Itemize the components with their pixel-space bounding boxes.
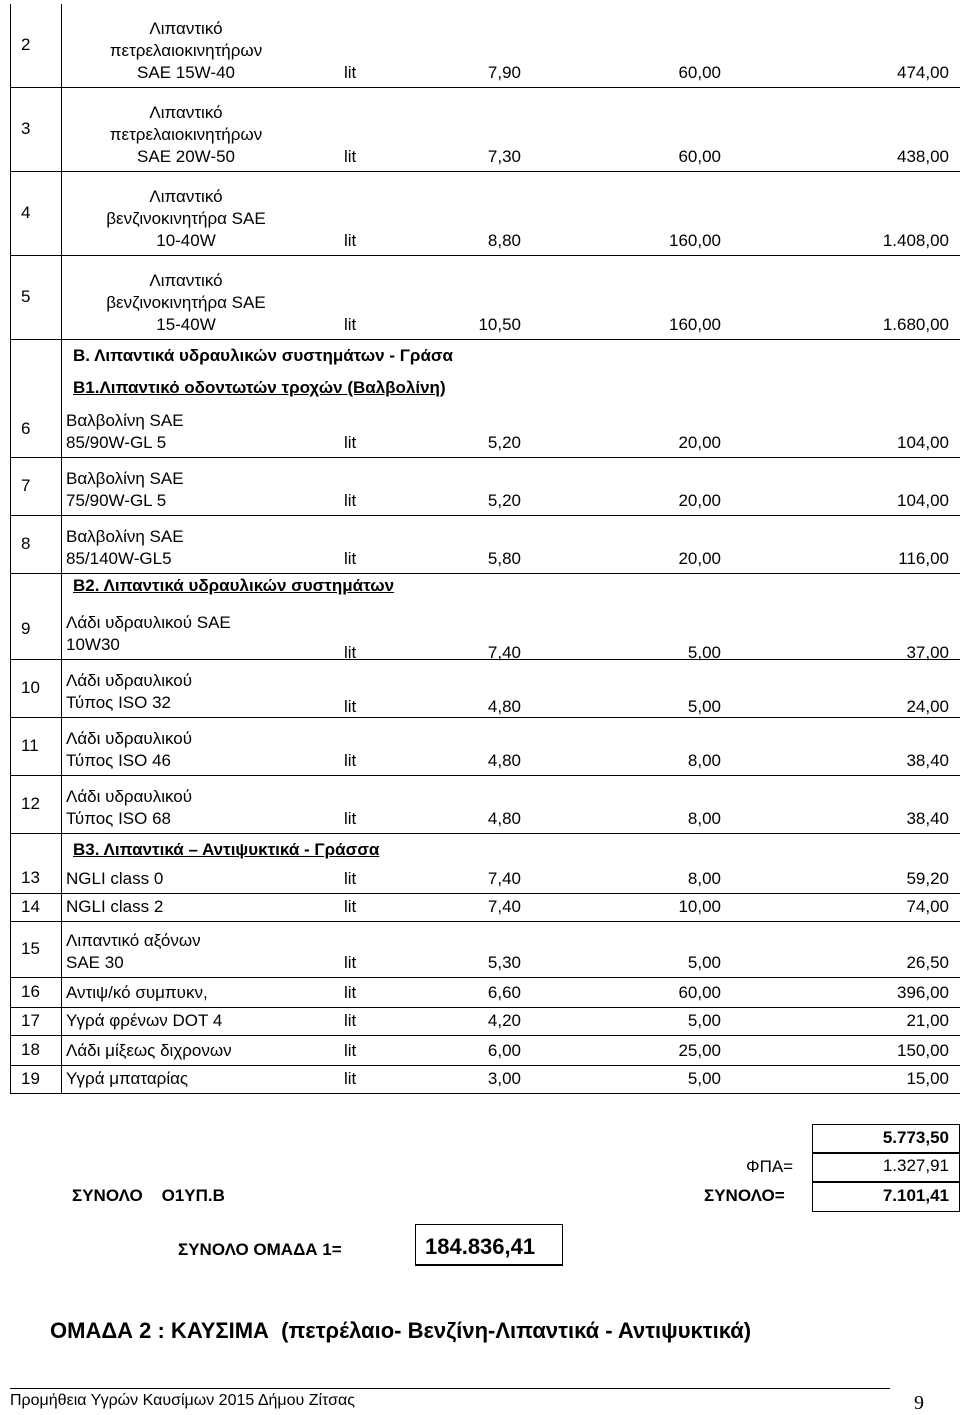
section-heading-text: Β2. Λιπαντικά υδραυλικών συστημάτων	[73, 576, 395, 595]
item-price: 160,00	[669, 315, 721, 334]
section-heading-text: Β3. Λιπαντικά – Αντιψυκτικά - Γράσσα	[73, 840, 380, 859]
item-quantity: 7,30	[487, 147, 521, 166]
footer-rule	[10, 1388, 890, 1389]
item-quantity: 4,80	[487, 809, 521, 828]
total-label: ΣΥΝΟΛΟ=	[704, 1186, 785, 1205]
section-total-label: ΣΥΝΟΛΟ Ο1ΥΠ.Β	[72, 1186, 225, 1205]
item-unit: lit	[344, 315, 357, 334]
item-description-line: Τύπος ISO 32	[66, 693, 171, 712]
item-price: 10,00	[678, 897, 721, 916]
table-row	[11, 718, 960, 776]
item-number: 11	[21, 736, 39, 755]
item-number: 16	[21, 982, 40, 1001]
item-description-line: NGLI class 0	[66, 869, 164, 888]
item-unit: lit	[344, 697, 357, 716]
item-number: 13	[21, 868, 40, 887]
item-description-line: Τύπος ISO 68	[66, 809, 171, 828]
item-total: 74,00	[906, 897, 949, 916]
table-row	[11, 516, 960, 574]
table-row	[11, 256, 960, 340]
table-row	[11, 4, 960, 88]
item-total: 38,40	[906, 809, 949, 828]
item-number: 17	[21, 1011, 40, 1030]
item-description-line: Λιπαντικό	[149, 187, 223, 206]
item-description-line: Λάδι υδραυλικού	[66, 671, 193, 690]
item-description-line: πετρελαιοκινητήρων	[109, 125, 263, 144]
item-quantity: 6,00	[487, 1041, 521, 1060]
item-description-line: Λιπαντικό	[149, 19, 223, 38]
item-total: 15,00	[906, 1069, 949, 1088]
item-unit: lit	[344, 809, 357, 828]
section-heading	[11, 834, 960, 864]
section-heading-text: Β1.Λιπαντικό οδοντωτών τροχών (Βαλβολίνη)	[73, 378, 446, 397]
table-row	[11, 660, 960, 718]
item-price: 5,00	[687, 1011, 721, 1030]
item-description-line: Βαλβολίνη SAE	[66, 411, 184, 430]
item-description-line: Λιπαντικό αξόνων	[66, 931, 201, 950]
item-description-line: Λάδι υδραυλικού SAE	[66, 613, 231, 632]
item-quantity: 4,20	[487, 1011, 521, 1030]
item-total: 38,40	[906, 751, 949, 770]
item-quantity: 5,20	[487, 491, 521, 510]
item-unit: lit	[344, 63, 357, 82]
subtotal-box	[812, 1124, 960, 1154]
item-number: 2	[21, 35, 31, 54]
page-number: 9	[914, 1392, 924, 1414]
item-description-line: Λάδι υδραυλικού	[66, 787, 193, 806]
section-heading	[11, 574, 960, 600]
item-description-line: Βαλβολίνη SAE	[66, 527, 184, 546]
item-description-line: NGLI class 2	[66, 897, 164, 916]
item-unit: lit	[344, 1011, 357, 1030]
item-unit: lit	[344, 1041, 357, 1060]
item-quantity: 10,50	[478, 315, 521, 334]
item-quantity: 4,80	[487, 751, 521, 770]
table-row	[11, 922, 960, 978]
item-quantity: 7,40	[487, 643, 521, 662]
item-unit: lit	[344, 751, 357, 770]
item-description-line: βενζινοκινητήρα SAE	[106, 293, 266, 312]
item-total: 104,00	[897, 433, 949, 452]
item-unit: lit	[344, 983, 357, 1002]
vat-value: 1.327,91	[812, 1152, 960, 1182]
item-number: 9	[21, 619, 31, 638]
item-price: 60,00	[678, 63, 721, 82]
item-quantity: 7,40	[487, 897, 521, 916]
item-total: 474,00	[897, 63, 949, 82]
item-unit: lit	[344, 643, 357, 662]
item-price: 5,00	[687, 1069, 721, 1088]
item-price: 5,00	[687, 643, 721, 662]
item-unit: lit	[344, 231, 357, 250]
item-description-line: 10-40W	[156, 231, 216, 250]
item-quantity: 7,90	[487, 63, 521, 82]
item-price: 5,00	[687, 697, 721, 716]
item-quantity: 5,30	[487, 953, 521, 972]
table-row	[11, 88, 960, 172]
group2-title: ΟΜΑΔΑ 2 : ΚΑΥΣΙΜΑ (πετρέλαιο- Βενζίνη-Λιπαντικά - Αντιψυκτικά)	[50, 1318, 752, 1343]
item-quantity: 7,40	[487, 869, 521, 888]
item-description-line: Βαλβολίνη SAE	[66, 469, 184, 488]
item-unit: lit	[344, 491, 357, 510]
vat-label: ΦΠΑ=	[746, 1157, 794, 1176]
item-description-line: SAE 15W-40	[137, 63, 235, 82]
item-price: 20,00	[678, 433, 721, 452]
item-number: 4	[21, 203, 31, 222]
section-heading-text: Β. Λιπαντικά υδραυλικών συστημάτων - Γράσα	[73, 346, 453, 365]
item-unit: lit	[344, 147, 357, 166]
item-total: 116,00	[898, 549, 949, 568]
item-unit: lit	[344, 897, 357, 916]
item-price: 20,00	[678, 491, 721, 510]
group-total-value: 184.836,41	[425, 1234, 536, 1259]
item-number: 19	[21, 1069, 40, 1088]
table-row	[11, 402, 960, 458]
table-row	[11, 864, 960, 894]
item-description-line: Υγρά μπαταρίας	[66, 1069, 189, 1088]
item-number: 7	[21, 476, 31, 495]
item-description-line: Τύπος ISO 46	[66, 751, 171, 770]
item-price: 8,00	[687, 809, 721, 828]
item-price: 60,00	[678, 983, 721, 1002]
item-quantity: 4,80	[487, 697, 521, 716]
item-unit: lit	[344, 433, 357, 452]
item-description-line: 85/140W-GL5	[66, 549, 172, 568]
item-total: 59,20	[906, 869, 949, 888]
item-unit: lit	[344, 1069, 357, 1088]
item-description-line: Λάδι υδραυλικού	[66, 729, 193, 748]
item-quantity: 8,80	[487, 231, 521, 250]
item-description-line: Αντιψ/κό συμπυκν,	[66, 983, 208, 1002]
item-description-line: Λιπαντικό	[149, 271, 223, 290]
item-price: 20,00	[678, 549, 721, 568]
item-number: 12	[21, 794, 40, 813]
item-description-line: βενζινοκινητήρα SAE	[106, 209, 266, 228]
item-unit: lit	[344, 869, 357, 888]
table-row	[11, 1036, 960, 1066]
section-heading	[11, 340, 960, 370]
footer-text: Προμήθεια Υγρών Καυσίμων 2015 Δήμου Ζίτσας	[10, 1392, 355, 1409]
item-description-line: 75/90W-GL 5	[66, 491, 167, 510]
item-number: 15	[21, 939, 40, 958]
table-row	[11, 1066, 960, 1094]
item-number: 14	[21, 897, 40, 916]
item-description-line: 85/90W-GL 5	[66, 433, 167, 452]
item-quantity: 6,60	[487, 983, 521, 1002]
table-row	[11, 1008, 960, 1036]
item-total: 1.680,00	[882, 315, 949, 334]
table-row	[11, 172, 960, 256]
item-price: 8,00	[687, 751, 721, 770]
table-row	[11, 776, 960, 834]
item-description-line: Υγρά φρένων DOT 4	[66, 1011, 223, 1030]
item-price: 60,00	[678, 147, 721, 166]
item-total: 104,00	[897, 491, 949, 510]
item-description-line: SAE 20W-50	[137, 147, 235, 166]
table-row	[11, 458, 960, 516]
item-total: 396,00	[897, 983, 949, 1002]
item-total: 150,00	[897, 1041, 949, 1060]
item-description-line: 15-40W	[156, 315, 216, 334]
item-price: 25,00	[678, 1041, 721, 1060]
item-total: 21,00	[906, 1011, 949, 1030]
subtotal-value: 5.773,50	[812, 1124, 960, 1154]
item-price: 160,00	[669, 231, 721, 250]
item-description-line: Λάδι μίξεως διχρονων	[66, 1041, 232, 1060]
item-total: 1.408,00	[882, 231, 949, 250]
item-price: 5,00	[687, 953, 721, 972]
item-number: 3	[21, 119, 31, 138]
item-number: 5	[21, 287, 31, 306]
item-description-line: Λιπαντικό	[149, 103, 223, 122]
table-row	[11, 894, 960, 922]
item-total: 37,00	[906, 643, 949, 662]
item-quantity: 5,20	[487, 433, 521, 452]
item-quantity: 3,00	[487, 1069, 521, 1088]
table-row	[11, 978, 960, 1008]
total-value: 7.101,41	[812, 1182, 960, 1212]
item-description-line: πετρελαιοκινητήρων	[109, 41, 263, 60]
items-table	[10, 4, 960, 1094]
item-total: 24,00	[906, 697, 949, 716]
group-total-label: ΣΥΝΟΛΟ ΟΜΑΔΑ 1=	[178, 1240, 342, 1259]
item-number: 10	[21, 678, 40, 697]
table-row	[11, 600, 960, 660]
item-unit: lit	[344, 953, 357, 972]
section-heading	[11, 370, 960, 402]
item-quantity: 5,80	[487, 549, 521, 568]
item-unit: lit	[344, 549, 357, 568]
item-total: 438,00	[897, 147, 949, 166]
item-number: 8	[21, 534, 31, 553]
item-description-line: SAE 30	[66, 953, 124, 972]
item-description-line: 10W30	[66, 635, 120, 654]
item-number: 6	[21, 419, 31, 438]
item-total: 26,50	[906, 953, 949, 972]
item-price: 8,00	[687, 869, 721, 888]
item-number: 18	[21, 1040, 40, 1059]
